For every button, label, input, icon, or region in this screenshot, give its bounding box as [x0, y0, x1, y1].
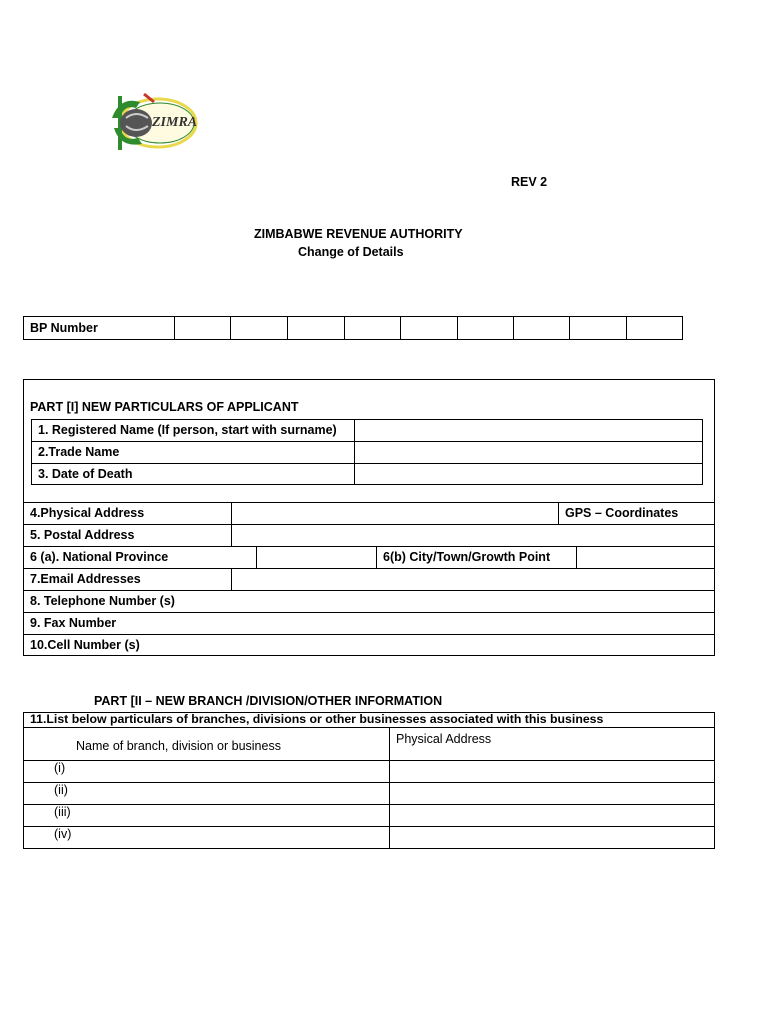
bp-digit-box[interactable] [230, 316, 231, 340]
registered-name-field[interactable] [356, 420, 702, 440]
branch-row-label: (iii) [54, 805, 71, 819]
zimra-logo [100, 88, 202, 158]
postal-address-field[interactable] [233, 525, 713, 545]
registered-name-label: 1. Registered Name (If person, start with surname) [38, 423, 337, 437]
telephone-number-label: 8. Telephone Number (s) [30, 594, 175, 608]
national-province-field[interactable] [258, 547, 375, 567]
trade-name-label: 2.Trade Name [38, 445, 120, 459]
branches-instruction: 11.List below particulars of branches, divisions or other businesses associated with this business [30, 712, 604, 726]
rev-label: REV 2 [511, 175, 548, 189]
branch-row-label: (iv) [54, 827, 72, 841]
gps-coordinates-label: GPS – Coordinates [565, 506, 679, 520]
logo-text: ZIMRA [152, 115, 198, 130]
part1-heading: PART [I] NEW PARTICULARS OF APPLICANT [30, 400, 299, 414]
bp-number-label: BP Number [30, 321, 98, 335]
document-title: ZIMBABWE REVENUE AUTHORITY [254, 227, 463, 241]
national-province-label: 6 (a). National Province [30, 550, 169, 564]
postal-address-label: 5. Postal Address [30, 528, 135, 542]
city-town-field[interactable] [578, 547, 713, 567]
part2-table [23, 712, 715, 849]
document-subtitle: Change of Details [298, 245, 404, 259]
date-of-death-field[interactable] [356, 464, 702, 484]
branch-row-label: (i) [54, 761, 66, 775]
physical-address-column-header: Physical Address [396, 732, 492, 746]
branch-row-label: (ii) [54, 783, 68, 797]
branch-name-column-header: Name of branch, division or business [76, 739, 281, 753]
fax-number-label: 9. Fax Number [30, 616, 117, 630]
cell-number-label: 10.Cell Number (s) [30, 638, 140, 652]
city-town-label: 6(b) City/Town/Growth Point [383, 550, 551, 564]
physical-address-label: 4.Physical Address [30, 506, 145, 520]
bp-number-row [23, 316, 683, 340]
date-of-death-label: 3. Date of Death [38, 467, 133, 481]
physical-address-field[interactable] [233, 503, 557, 523]
email-addresses-label: 7.Email Addresses [30, 572, 141, 586]
trade-name-field[interactable] [356, 442, 702, 462]
email-addresses-field[interactable] [233, 569, 713, 589]
part2-heading: PART [II – NEW BRANCH /DIVISION/OTHER INFORMATION [94, 694, 443, 708]
